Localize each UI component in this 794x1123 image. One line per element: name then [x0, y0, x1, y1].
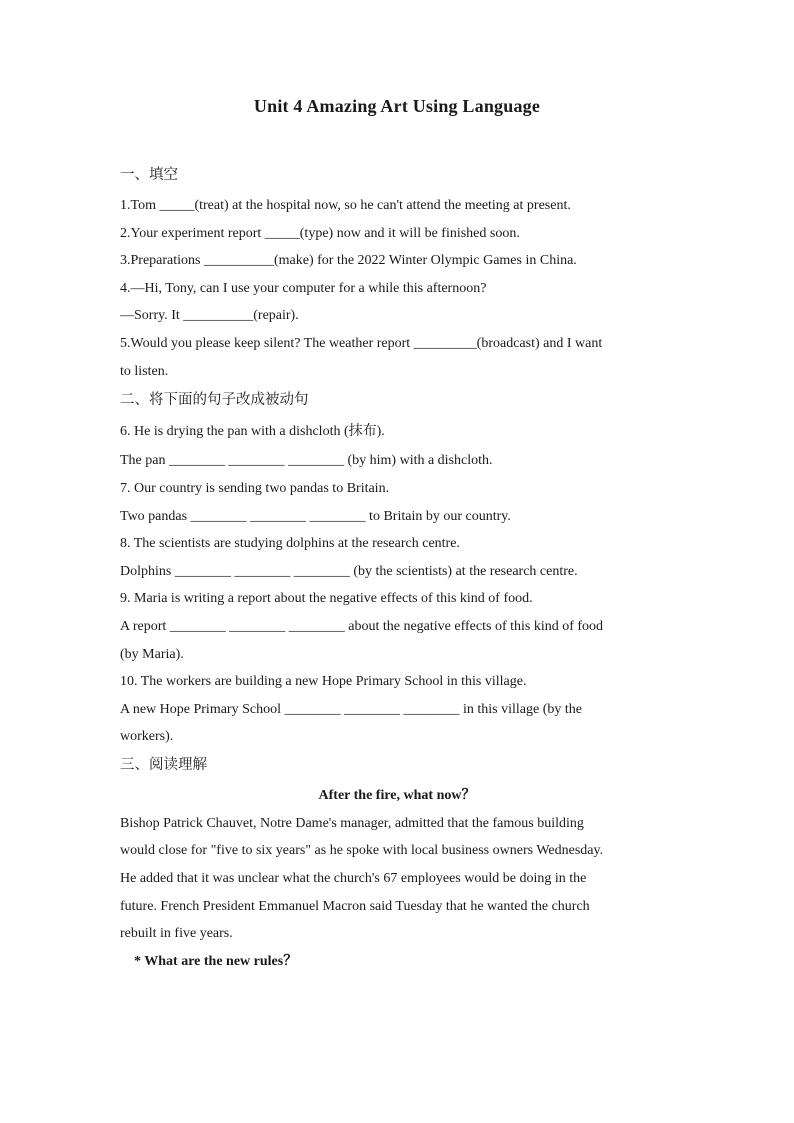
question-10: 10. The workers are building a new Hope Primary School in this village. [120, 674, 527, 689]
question-1: 1.Tom _____(treat) at the hospital now, so he can't attend the meeting at present. [120, 198, 571, 213]
question-5: 5.Would you please keep silent? The weather report _________(broadcast) and I want [120, 336, 603, 351]
question-2: 2.Your experiment report _____(type) now and it will be finished soon. [120, 226, 520, 241]
question-7-answer: Two pandas ________ ________ ________ to Britain by our country. [120, 509, 511, 524]
question-6: 6. He is drying the pan with a dishcloth (抹布). [120, 424, 385, 439]
question-9: 9. Maria is writing a report about the negative effects of this kind of food. [120, 591, 533, 606]
page-title: Unit 4 Amazing Art Using Language [253, 96, 541, 116]
section-heading-reading: 三、阅读理解 [120, 757, 207, 773]
section-heading-passive-voice: 二、将下面的句子改成被动句 [120, 392, 309, 408]
section-heading-fill-in: 一、填空 [120, 167, 178, 183]
question-10-answer-continued: workers). [120, 729, 174, 744]
passage-line: Bishop Patrick Chauvet, Notre Dame's manager, admitted that the famous building [120, 816, 584, 831]
question-6-answer: The pan ________ ________ ________ (by him) with a dishcloth. [120, 453, 493, 468]
question-10-answer: A new Hope Primary School ________ ________ ________ in this village (by the [120, 702, 582, 717]
question-4-reply: —Sorry. It __________(repair). [120, 308, 299, 323]
passage-subheading: * What are the new rules？ [134, 954, 298, 969]
question-8-answer: Dolphins ________ ________ ________ (by the scientists) at the research centre. [120, 564, 578, 579]
question-4: 4.—Hi, Tony, can I use your computer for a while this afternoon? [120, 281, 487, 296]
passage-line: He added that it was unclear what the church's 67 employees would be doing in the [120, 871, 587, 886]
question-5-continued: to listen. [120, 364, 169, 379]
passage-line: future. French President Emmanuel Macron said Tuesday that he wanted the church [120, 899, 590, 914]
passage-title: After the fire, what now？ [318, 788, 476, 803]
question-9-answer: A report ________ ________ ________ about the negative effects of this kind of food [120, 619, 604, 634]
passage-line: rebuilt in five years. [120, 926, 233, 941]
question-3: 3.Preparations __________(make) for the 2022 Winter Olympic Games in China. [120, 253, 577, 268]
question-8: 8. The scientists are studying dolphins at the research centre. [120, 536, 460, 551]
passage-line: would close for "five to six years" as he spoke with local business owners Wednesday. [120, 843, 604, 858]
question-7: 7. Our country is sending two pandas to Britain. [120, 481, 390, 496]
question-9-answer-continued: (by Maria). [120, 647, 184, 662]
